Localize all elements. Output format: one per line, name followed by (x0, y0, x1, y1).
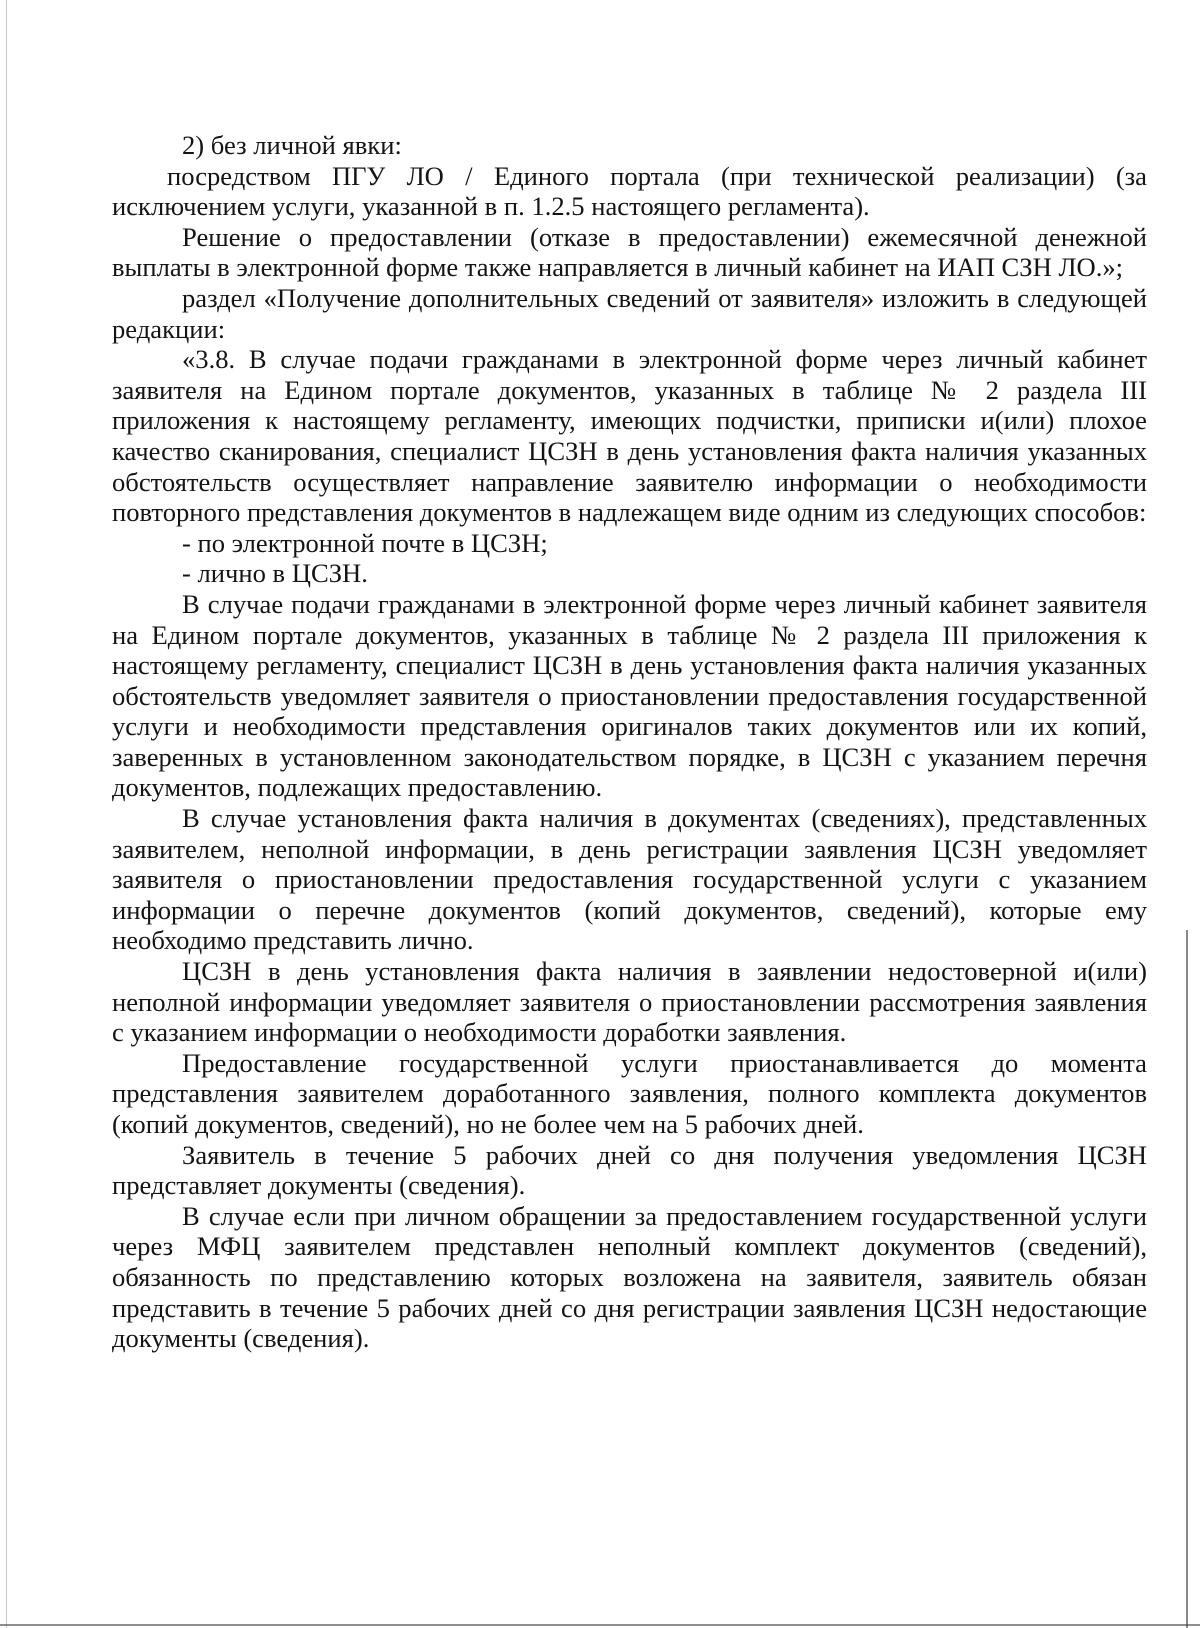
list-item-email: - по электронной почте в ЦСЗН; (182, 527, 548, 558)
list-item-in-person: - лично в ЦСЗН. (182, 558, 368, 589)
paragraph-suspension-period: Предоставление государственной услуги приостанавливается до момента представления заявителем доработанного заявления, полного комплекта документов (копий документов, сведений), но не более чем на 5 рабочих дней. (112, 1047, 1147, 1139)
paragraph-mfc-incomplete: В случае если при личном обращении за предоставлением государственной услуги через МФЦ заявителем представлен неполный комплект документов (сведений), обязанность по представлению которых возложена на заявителя, заявитель обязан представить в течение 5 рабочих дней со дня регистрации заявления ЦСЗН недостающие документы (сведения). (112, 1200, 1147, 1354)
paragraph-incomplete-information: В случае установления факта наличия в документах (сведениях), представленных заявителем, неполной информации, в день регистрации заявления ЦСЗН уведомляет заявителя о приостановлении предоставления государственной услуги с указанием информации о перечне документов (копий документов, сведений), которые ему необходимо представить лично. (112, 803, 1147, 956)
scan-bottom-edge (0, 1624, 1200, 1626)
paragraph-suspension-originals: В случае подачи гражданами в электронной форме через личный кабинет заявителя на Едином портале документов, указанных в таблице № 2 раздела III приложения к настоящему регламенту, специалист ЦСЗН в день установления факта наличия указанных обстоятельств уведомляет заявителя о приостановлении предоставления государственной услуги и необходимости представления оригиналов таких документов или их копий, заверенных в установленном законодательством порядке, в ЦСЗН с указанием перечня документов, подлежащих предоставлению. (112, 588, 1147, 803)
paragraph-decision-electronic: Решение о предоставлении (отказе в предоставлении) ежемесячной денежной выплаты в электронной форме также направляется в личный кабинет на ИАП СЗН ЛО.»; (112, 221, 1147, 283)
paragraph-clause-3-8: «3.8. В случае подачи гражданами в электронной форме через личный кабинет заявителя на Едином портале документов, указанных в таблице № 2 раздела III приложения к настоящему регламенту, имеющих подчистки, приписки и(или) плохое качество сканирования, специалист ЦСЗН в день установления факта наличия указанных обстоятельств осуществляет направление заявителю информации о необходимости повторного представления документов в надлежащем виде одним из следующих способов: (112, 344, 1147, 528)
paragraph-via-portal: посредством ПГУ ЛО / Единого портала (при технической реализации) (за исключением услуги, указанной в п. 1.2.5 настоящего регламента). (112, 160, 1147, 222)
scan-right-edge (1186, 930, 1188, 1628)
paragraph-unreliable-information: ЦСЗН в день установления факта наличия в заявлении недостоверной и(или) неполной информации уведомляет заявителя о приостановлении рассмотрения заявления с указанием информации о необходимости доработки заявления. (112, 956, 1147, 1048)
document-body (112, 130, 1147, 1354)
paragraph-applicant-deadline: Заявитель в течение 5 рабочих дней со дня получения уведомления ЦСЗН представляет документы (сведения). (112, 1139, 1147, 1201)
scan-left-edge (6, 0, 7, 1628)
paragraph-without-personal-visit: 2) без личной явки: (182, 130, 402, 160)
paragraph-section-amendment: раздел «Получение дополнительных сведений от заявителя» изложить в следующей редакции: (112, 282, 1147, 344)
